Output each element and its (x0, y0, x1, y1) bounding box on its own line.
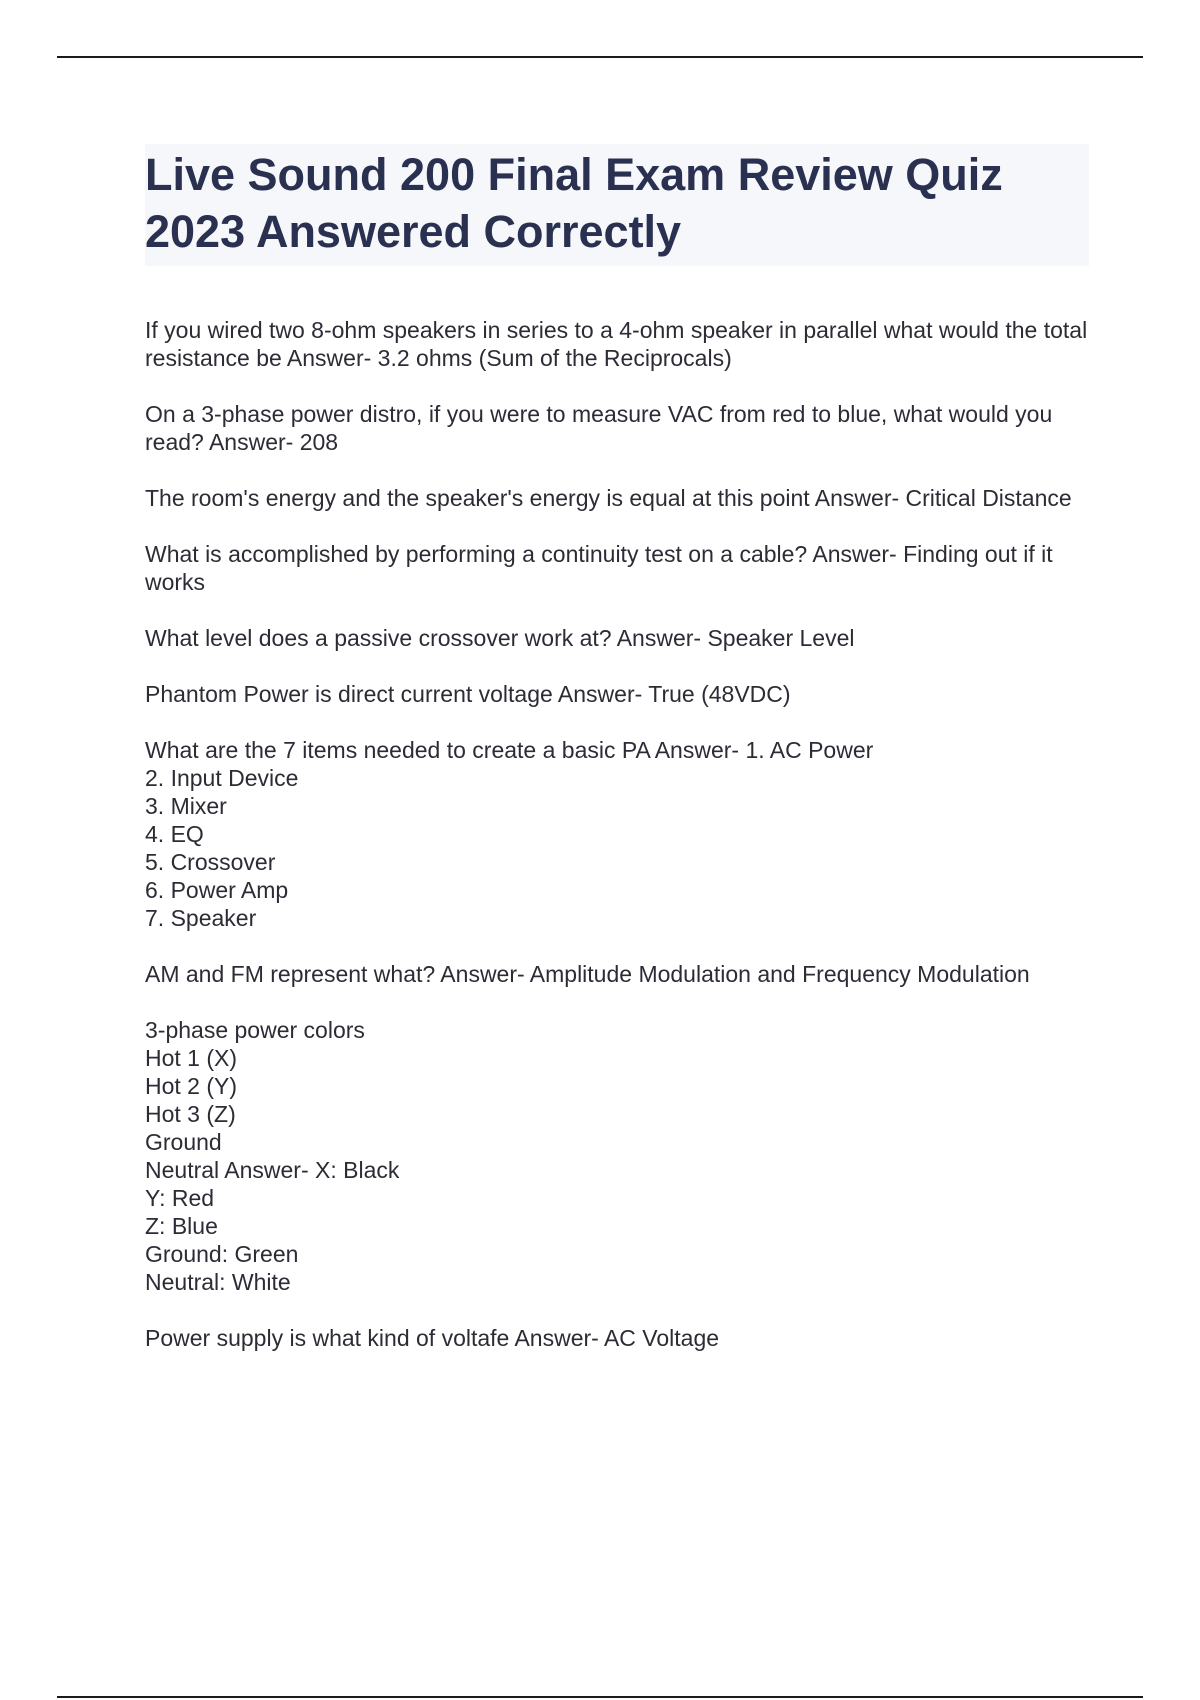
qa-item: What level does a passive crossover work at? Answer- Speaker Level (145, 625, 855, 651)
top-rule (57, 56, 1143, 58)
qa-item: Power supply is what kind of voltafe Answer- AC Voltage (145, 1325, 720, 1351)
qa-item: On a 3-phase power distro, if you were to measure VAC from red to blue, what would you read? Answer- 208 (145, 401, 1053, 455)
qa-item: Phantom Power is direct current voltage Answer- True (48VDC) (145, 681, 791, 707)
document-title: Live Sound 200 Final Exam Review Quiz 2023 Answered Correctly (145, 149, 1003, 257)
bottom-rule (57, 1696, 1143, 1698)
qa-item: 3-phase power colors Hot 1 (X) Hot 2 (Y) Hot 3 (Z) Ground Neutral Answer- X: Black Y: Red Z: Blue Ground: Green Neutral: White (145, 1017, 400, 1295)
qa-item: If you wired two 8-ohm speakers in series to a 4-ohm speaker in parallel what would the total resistance be Answer- 3.2 ohms (Sum of the Reciprocals) (145, 317, 1088, 371)
document-body (145, 144, 1089, 1380)
qa-item: What is accomplished by performing a continuity test on a cable? Answer- Finding out if it works (145, 541, 1053, 595)
qa-item: What are the 7 items needed to create a basic PA Answer- 1. AC Power 2. Input Device 3. Mixer 4. EQ 5. Crossover 6. Power Amp 7. Speaker (145, 737, 874, 931)
qa-item: AM and FM represent what? Answer- Amplitude Modulation and Frequency Modulation (145, 961, 1030, 987)
qa-item: The room's energy and the speaker's energy is equal at this point Answer- Critical Distance (145, 485, 1072, 511)
title-block (145, 144, 1089, 266)
